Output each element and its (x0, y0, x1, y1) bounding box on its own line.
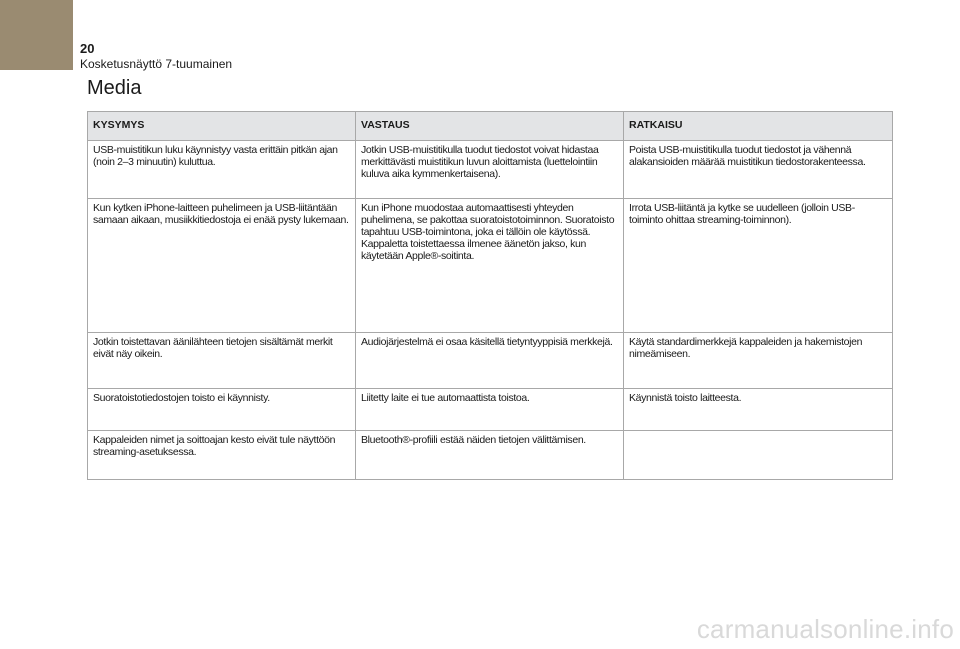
table-header-row (88, 112, 893, 141)
table-row (88, 333, 893, 389)
table-row (88, 141, 893, 199)
solution-cell: Käytä standardimerkkejä kappaleiden ja hakemistojen nimeämiseen. (624, 333, 893, 389)
question-cell: Kun kytken iPhone-laitteen puhelimeen ja USB-liitäntään samaan aikaan, musiikkitiedostoja ei enää pysty lukemaan. (88, 199, 356, 333)
page-number: 20 (80, 41, 95, 56)
section-title: Media (87, 77, 142, 99)
table-row (88, 199, 893, 333)
header-question: KYSYMYS (88, 112, 356, 141)
watermark-text: carmanualsonline.info (696, 614, 954, 644)
table-row (88, 389, 893, 431)
question-cell: Kappaleiden nimet ja soittoajan kesto eivät tule näyttöön streaming-asetuksessa. (88, 431, 356, 480)
solution-cell: Poista USB-muistitikulla tuodut tiedostot ja vähennä alakansioiden määrää muistitikun tiedostorakenteessa. (624, 141, 893, 199)
solution-cell (624, 431, 893, 480)
answer-cell: Jotkin USB-muistitikulla tuodut tiedostot voivat hidastaa merkittävästi muistitikun luvun aloittamista (luettelointiin kuluva aika kymmenkertaisena). (356, 141, 624, 199)
question-cell: Jotkin toistettavan äänilähteen tietojen sisältämät merkit eivät näy oikein. (88, 333, 356, 389)
answer-cell: Audiojärjestelmä ei osaa käsitellä tietyntyyppisiä merkkejä. (356, 333, 624, 389)
answer-cell: Kun iPhone muodostaa automaattisesti yhteyden puhelimena, se pakottaa suoratoistotoiminnon. Suoratoisto tapahtuu USB-toimintona, joka ei tällöin ole käytössä. Kappaletta toistettaessa ilmenee äänetön jakso, kun käytetään Apple®-soitinta. (356, 199, 624, 333)
header-solution: RATKAISU (624, 112, 893, 141)
answer-cell: Bluetooth®-profiili estää näiden tietojen välittämisen. (356, 431, 624, 480)
answer-cell: Liitetty laite ei tue automaattista toistoa. (356, 389, 624, 431)
corner-color-block (0, 0, 73, 70)
question-cell: USB-muistitikun luku käynnistyy vasta erittäin pitkän ajan (noin 2–3 minuutin) kuluttua. (88, 141, 356, 199)
faq-table (87, 111, 893, 480)
page-subtitle: Kosketusnäyttö 7-tuumainen (80, 57, 233, 71)
question-cell: Suoratoistotiedostojen toisto ei käynnisty. (88, 389, 356, 431)
solution-cell: Irrota USB-liitäntä ja kytke se uudelleen (jolloin USB-toiminto ohittaa streaming-toiminnon). (624, 199, 893, 333)
solution-cell: Käynnistä toisto laitteesta. (624, 389, 893, 431)
header-answer: VASTAUS (356, 112, 624, 141)
table-row (88, 431, 893, 480)
